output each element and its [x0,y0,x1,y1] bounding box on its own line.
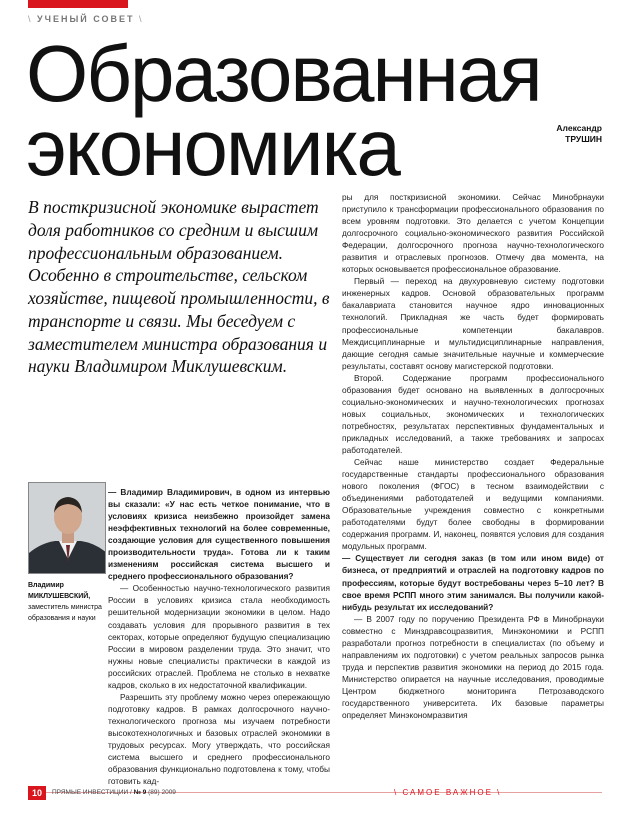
photo-caption [28,581,108,624]
rubric-text: УЧЕНЫЙ СОВЕТ [37,14,135,24]
body-paragraph: ры для посткризисной экономики. Сейчас Минобрнауки приступило к трансформации профессионального образования по всем уровням подготовки. Это делается с учетом Концепции долгосрочного социально-экономического развития Российской Федерации, долгосрочного прогноза научно-технологического развития и отраслевых прогнозов. Отмечу два момента, на которых основывается профессиональное образование. [342,192,604,275]
author-last-name: ТРУШИН [565,134,602,145]
body-paragraph: Сейчас наше министерство создает Федеральные государственные стандарты профессионального образования нового поколения (ФГОС) в тесном взаимодействии с объединениями работодателей и ведущими компаниями. Образовательные учреждения совместно с конкретными работодателями будут более свободны в формировании содержания программ. И, наконец, появятся условия для создания модульных программ. [342,457,604,552]
article-title-line-2: экономика [26,103,399,192]
journal-issue [52,789,176,796]
interview-question: — Существует ли сегодня заказ (в том или ином виде) от бизнеса, от предприятий и отраслей на подготовку кадров по профессиям, которые будут востребованы через 5–10 лет? В свое время РСПП много этим занимался. Вы получили какой-нибудь результат их исследований? [342,553,604,612]
rubric-label [28,14,144,24]
footer-section-label: \ САМОЕ ВАЖНОЕ \ [394,788,502,797]
page-number: 10 [28,786,46,800]
body-paragraph: Разрешить эту проблему можно через опережающую подготовку кадров. В рамках долгосрочного научно-технологического прогноза мы изучаем потребности высокотехнологичных и базовых отраслей экономики в трудовых ресурсах. Могу утверждать, что российская система высшего и среднего профессионального образования функционально подготовлена к тому, чтобы готовить кад- [108,691,330,787]
lead-paragraph: В посткризисной экономике вырастет доля работников со средним и высшим профессиональным образованием. Особенно в строительстве, сельском хозяйстве, пищевой промышленности, в транспорте и связи. Мы беседуем с заместителем министра образования и науки Владимиром Миклушевским. [28,197,330,377]
caption-role: заместитель министра образования и науки [28,603,102,622]
issue-number: № 9 [133,789,147,796]
article-column-right [342,191,604,721]
issue-detail: (89) 2009 [148,789,176,796]
rubric-slash-left: \ [28,14,33,24]
article-title-line-1: Образованная [26,29,541,118]
body-paragraph: — Особенностью научно-технологического развития России в условиях кризиса стала необходимость решительной модернизации экономики в целом. Надо создавать условия для прорывного развития в тех секторах, которые определяют будущую специализацию России в мировом разделении труда. Это значит, что нужны новые специалисты практически в каждой из российских отраслей. Проблема не столько в нехватке кадров, сколько в их недостаточной квалификации. [108,583,330,690]
rubric-red-tab [28,0,128,8]
caption-last-name: МИКЛУШЕВСКИЙ, [28,592,91,600]
journal-name: ПРЯМЫЕ ИНВЕСТИЦИИ / [52,789,132,796]
portrait-illustration [29,483,106,574]
body-paragraph: — В 2007 году по поручению Президента РФ в Минобрнауки совместно с Минздравсоцразвития, Минэкономики и РСПП разработали прогноз потребности в специалистах (по объему и направлениям их подготовки) с учетом реальных запросов рынка труда и перспектив развития экономики на период до 2015 года. Министерство опирается на научные исследования, проводимые Центром бюджетного мониторинга Петрозаводского государственного университета. Их базовые параметры определяет Минэкономразвития [342,613,604,721]
body-paragraph: Второй. Содержание программ профессионального образования будет основано на выявленных в долгосрочных социально-экономических и научно-технологических прогнозах новых социальных, экономических и технологических потребностях, результатах перспективных фундаментальных и прикладных исследований, а также требованиях и запросах работодателей. [342,372,604,455]
rubric-slash-right: \ [139,14,144,24]
article-column-left [108,486,330,787]
interview-question: — Владимир Владимирович, в одном из интервью вы сказали: «У нас есть четкое понимание, что в условиях кризиса неизбежно произойдет замена неэффективных технологий на более современные, создающие условия для существенного повышения производительности труда». Готова ли к таким изменениям российская система высшего и среднего профессионального образования? [108,487,330,582]
body-paragraph: Первый — переход на двухуровневую систему подготовки инженерных кадров. Основой образовательных программ бакалавриата становится научное ядро инновационных технологий. Прикладная же часть будет формировать профессиональные компетенции бакалавров. Междисциплинарные и мультидисциплинарные направления, дающие сегодня самые значительные научные и коммерческие результаты, составят основу магистерской подготовки. [342,276,604,371]
caption-first-name: Владимир [28,582,64,589]
portrait-photo [28,482,106,574]
author-byline [556,123,602,146]
author-first-name: Александр [556,123,602,133]
